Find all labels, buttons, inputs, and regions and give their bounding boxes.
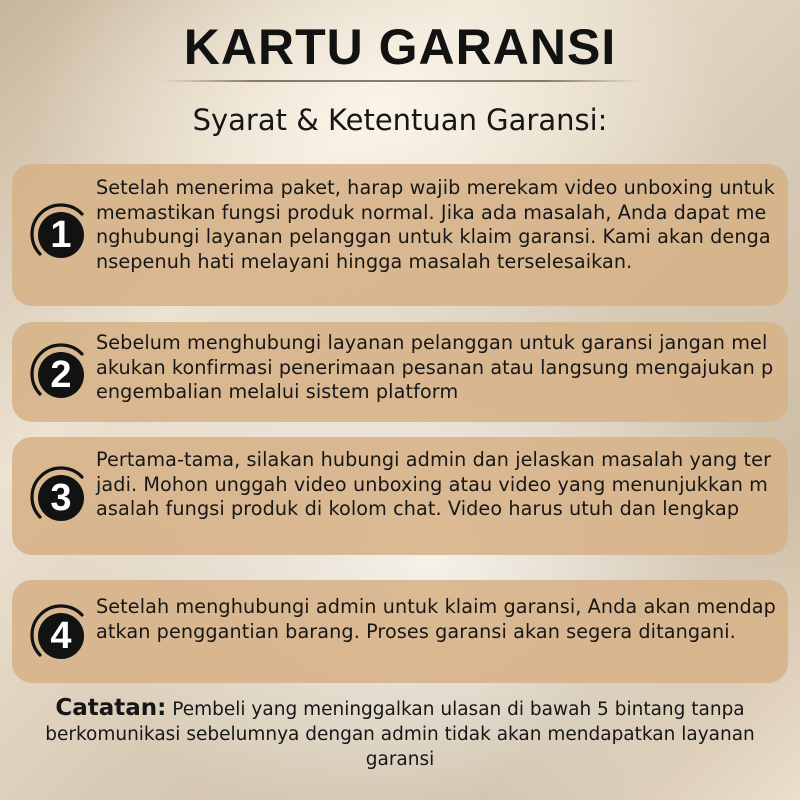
card-text: Pertama-tama, silakan hubungi admin dan jelaskan masalah yang terjadi. Mohon unggah video unboxing atau video yang menunjukkan masalah fungsi produk di kolom chat. Video harus utuh dan lengkap xyxy=(96,448,772,520)
card-text: Setelah menerima paket, harap wajib merekam video unboxing untuk memastikan fungsi produk normal. Jika ada masalah, Anda dapat menghubungi layanan pelanggan untuk klaim garansi. Kami akan dengansepenuh hati melayani hingga masalah terselesaikan. xyxy=(96,176,775,273)
note-label: Catatan: xyxy=(55,695,167,721)
page-title: KARTU GARANSI xyxy=(183,19,617,75)
number-badge-4-icon xyxy=(28,603,94,669)
warranty-card-1 xyxy=(12,164,788,306)
warranty-card-3 xyxy=(12,437,788,555)
card-number: 4 xyxy=(50,615,72,657)
card-number: 1 xyxy=(50,214,72,256)
card-text: Sebelum menghubungi layanan pelanggan untuk garansi jangan melakukan konfirmasi penerimaan pesanan atau langsung mengajukan pengembalian melalui sistem platform xyxy=(96,331,774,403)
card-number: 3 xyxy=(50,477,72,519)
warranty-card-2 xyxy=(12,322,788,422)
page-subtitle: Syarat & Ketentuan Garansi: xyxy=(192,103,608,137)
card-number: 2 xyxy=(50,354,72,396)
note-block xyxy=(40,696,760,772)
title-divider xyxy=(160,80,640,82)
card-text: Setelah menghubungi admin untuk klaim garansi, Anda akan mendapatkan penggantian barang. Proses garansi akan segera ditangani. xyxy=(96,595,776,643)
number-badge-1-icon xyxy=(28,202,94,268)
number-badge-2-icon xyxy=(28,342,94,408)
warranty-card-4 xyxy=(12,580,788,683)
note-text: Pembeli yang meninggalkan ulasan di bawah 5 bintang tanpa berkomunikasi sebelumnya dengan admin tidak akan mendapatkan layanan garansi xyxy=(45,699,755,770)
number-badge-3-icon xyxy=(28,465,94,531)
